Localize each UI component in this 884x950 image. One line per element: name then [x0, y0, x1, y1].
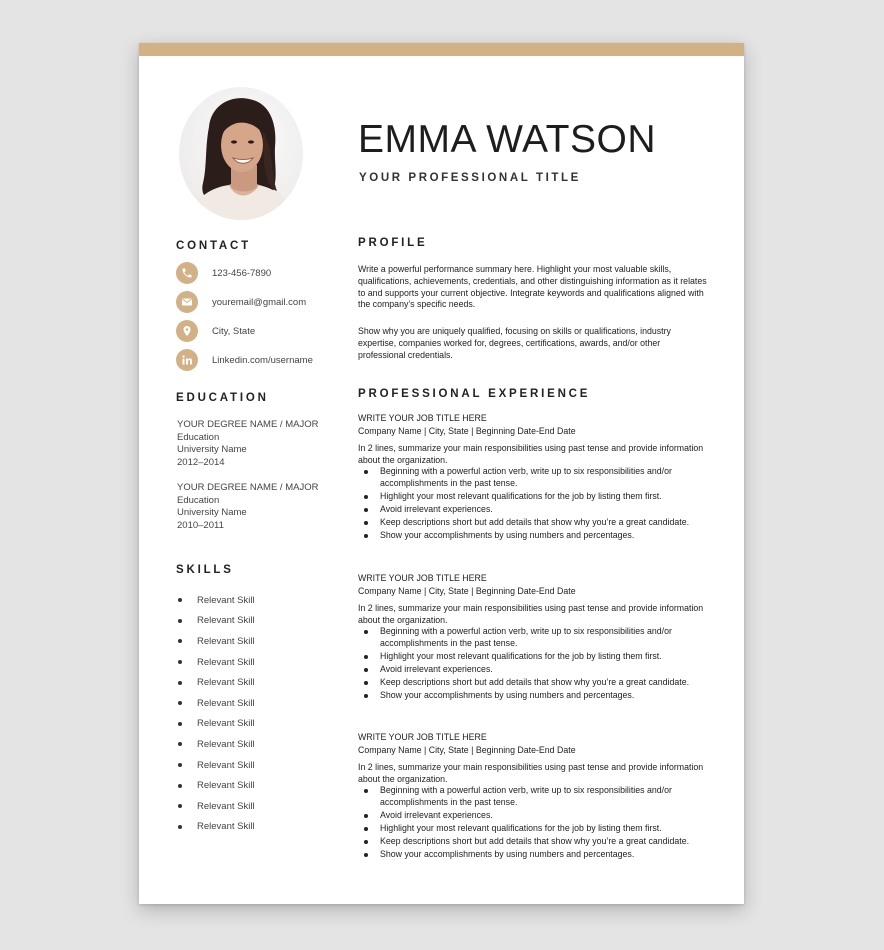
bullet-icon [178, 619, 182, 623]
profile-paragraph: Show why you are uniquely qualified, focusing on skills or qualifications, industry expertise, companies worked for, degrees, certifications, awards, and/or other professional credentials. [358, 326, 671, 360]
skill-item: Relevant Skill [177, 590, 255, 611]
job-entry [358, 573, 710, 703]
phone-icon [176, 262, 198, 284]
job-title: WRITE YOUR JOB TITLE HERE [358, 732, 487, 742]
university-name: University Name [177, 507, 247, 519]
job-bullet: Beginning with a powerful action verb, write up to six responsibilities and/or accomplishments in the past tense. [358, 466, 710, 490]
skills-heading: SKILLS [176, 564, 234, 576]
email-text: youremail@gmail.com [212, 296, 307, 308]
job-summary: In 2 lines, summarize your main responsibilities using past tense and provide information about the organization. [358, 602, 704, 625]
education-years: 2012–2014 [177, 456, 225, 468]
job-bullet: Beginning with a powerful action verb, write up to six responsibilities and/or accomplishments in the past tense. [358, 626, 710, 650]
resume-page [139, 43, 744, 904]
candidate-name: EMMA WATSON [358, 118, 656, 161]
job-bullets [358, 785, 710, 860]
job-bullet: Show your accomplishments by using numbers and percentages. [358, 690, 710, 702]
bullet-icon [178, 701, 182, 705]
contact-location [176, 319, 255, 343]
accent-top-bar [139, 43, 744, 56]
education-heading: EDUCATION [176, 392, 269, 404]
job-company: Company Name | City, State | Beginning Date-End Date [358, 425, 576, 436]
location-pin-icon [176, 320, 198, 342]
job-title: WRITE YOUR JOB TITLE HERE [358, 573, 487, 583]
contact-heading: CONTACT [176, 240, 251, 252]
job-bullet: Keep descriptions short but add details that show why you’re a great candidate. [358, 836, 710, 848]
linkedin-icon [176, 349, 198, 371]
job-company: Company Name | City, State | Beginning Date-End Date [358, 585, 576, 596]
profile-paragraph: Write a powerful performance summary here. Highlight your most valuable skills, qualifications, achievements, credentials, and other distinguishing information as it relates to and supports your current objective. Integrate keywords and qualifications aligned with the company’s specific needs. [358, 264, 707, 310]
bullet-icon [178, 722, 182, 726]
job-bullets [358, 466, 710, 541]
skill-item: Relevant Skill [177, 672, 255, 693]
job-bullet: Highlight your most relevant qualifications for the job by listing them first. [358, 491, 710, 503]
linkedin-text: Linkedin.com/username [212, 354, 313, 366]
job-bullet: Show your accomplishments by using numbers and percentages. [358, 849, 710, 861]
contact-linkedin [176, 348, 313, 372]
bullet-icon [178, 598, 182, 602]
degree-name: YOUR DEGREE NAME / MAJOR [177, 482, 319, 493]
job-bullet: Avoid irrelevant experiences. [358, 664, 710, 676]
job-entry [358, 413, 710, 543]
skills-list [177, 590, 255, 837]
bullet-icon [178, 660, 182, 664]
skill-item: Relevant Skill [177, 755, 255, 776]
job-summary: In 2 lines, summarize your main responsibilities using past tense and provide information about the organization. [358, 761, 704, 784]
education-type: Education [177, 494, 220, 506]
bullet-icon [178, 742, 182, 746]
job-bullet: Keep descriptions short but add details that show why you’re a great candidate. [358, 677, 710, 689]
phone-text: 123-456-7890 [212, 267, 272, 279]
skill-item: Relevant Skill [177, 631, 255, 652]
job-bullets [358, 626, 710, 701]
job-bullet: Show your accomplishments by using numbers and percentages. [358, 530, 710, 542]
job-bullet: Highlight your most relevant qualifications for the job by listing them first. [358, 651, 710, 663]
skill-item: Relevant Skill [177, 693, 255, 714]
job-bullet: Avoid irrelevant experiences. [358, 810, 710, 822]
contact-email [176, 290, 306, 314]
skill-item: Relevant Skill [177, 775, 255, 796]
skill-item: Relevant Skill [177, 611, 255, 632]
job-bullet: Highlight your most relevant qualifications for the job by listing them first. [358, 823, 710, 835]
education-entry [177, 419, 318, 469]
bullet-icon [178, 804, 182, 808]
profile-heading: PROFILE [358, 237, 428, 249]
bullet-icon [178, 825, 182, 829]
contact-phone [176, 261, 271, 285]
email-icon [176, 291, 198, 313]
bullet-icon [178, 639, 182, 643]
experience-heading: PROFESSIONAL EXPERIENCE [358, 388, 591, 400]
skill-item: Relevant Skill [177, 734, 255, 755]
education-type: Education [177, 431, 220, 443]
portrait-image [179, 87, 303, 220]
job-summary: In 2 lines, summarize your main responsibilities using past tense and provide information about the organization. [358, 442, 704, 465]
job-bullet: Avoid irrelevant experiences. [358, 504, 710, 516]
skill-item: Relevant Skill [177, 796, 255, 817]
job-bullet: Beginning with a powerful action verb, write up to six responsibilities and/or accomplishments in the past tense. [358, 785, 710, 809]
job-entry [358, 732, 710, 862]
professional-title: YOUR PROFESSIONAL TITLE [359, 172, 581, 184]
university-name: University Name [177, 444, 247, 456]
degree-name: YOUR DEGREE NAME / MAJOR [177, 419, 319, 430]
skill-item: Relevant Skill [177, 817, 255, 838]
job-bullet: Keep descriptions short but add details that show why you’re a great candidate. [358, 517, 710, 529]
location-text: City, State [212, 325, 256, 337]
bullet-icon [178, 784, 182, 788]
education-entry [177, 482, 318, 532]
bullet-icon [178, 763, 182, 767]
job-title: WRITE YOUR JOB TITLE HERE [358, 413, 487, 423]
education-years: 2010–2011 [177, 519, 224, 531]
skill-item: Relevant Skill [177, 714, 255, 735]
bullet-icon [178, 681, 182, 685]
skill-item: Relevant Skill [177, 652, 255, 673]
job-company: Company Name | City, State | Beginning Date-End Date [358, 744, 576, 755]
profile-photo [179, 87, 303, 220]
